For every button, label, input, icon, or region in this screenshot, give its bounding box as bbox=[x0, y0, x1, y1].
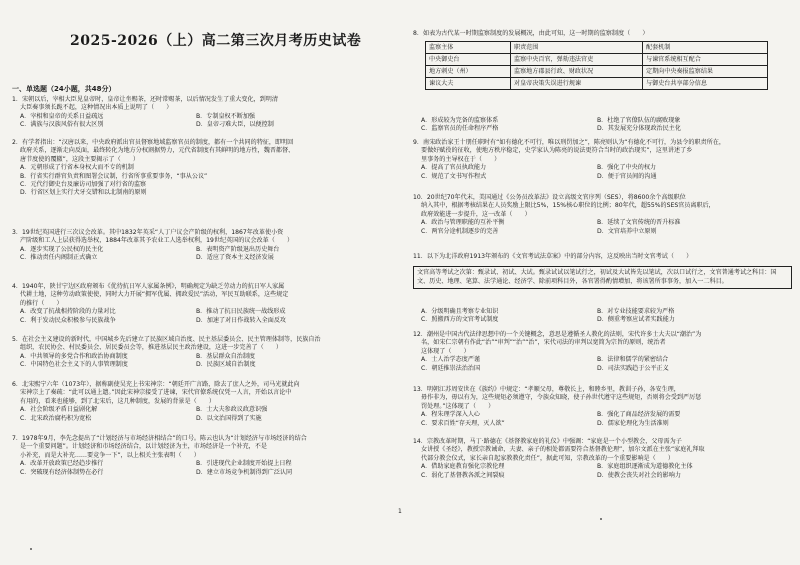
question-14 bbox=[413, 438, 705, 480]
option-d: D．行省区划上实行犬牙交错和以北制南的原则 bbox=[20, 189, 147, 197]
question-stem-line: 有用的，看来也能够，到了北宋后，这几种制度，发展的背景是（ ） bbox=[20, 397, 215, 405]
question-stem-line: 4．1940年，陕甘宁边区政府颁布《优待抗日军人家属条例》，明确规定为缺乏劳动力的抗日军人家属 bbox=[12, 283, 285, 290]
option-a: A．改变了抗战相持阶段的力量对比 bbox=[20, 308, 116, 316]
option-c: C．中国特色社会主义下的人事管理制度 bbox=[20, 361, 128, 369]
speck-mark bbox=[30, 548, 32, 550]
option-c: C．弱化了基督教各派之间裂痕 bbox=[421, 471, 505, 479]
question-stem-line: 小补充，而是大补充……要竞争一下”，以上相关主张表明（ ） bbox=[20, 451, 200, 459]
option-d: D．皇帝刁难大臣，以便控制 bbox=[196, 121, 274, 129]
question-stem-line: 5．在社会主义建设的新时代，中国城乡先后建立了民族区域自治度、民主基层委员会、民主管理体制等，民族自治 bbox=[12, 336, 321, 343]
question-11-stem bbox=[413, 253, 692, 261]
question-stem-line: 1．宋朝以后，宰相大臣见皇帝时，皇帝让坐赐茶，还时常赐茶，以后情况发生了重大变化，到明清 bbox=[12, 96, 278, 103]
table-cell: 中央御史台 bbox=[426, 54, 511, 66]
option-a: A．提高了官员执政能力 bbox=[421, 164, 487, 172]
option-c: C．满族与汉族风俗有很大区别 bbox=[20, 121, 104, 129]
option-b: B．行省实行群官负责和图署会议制，行省所事重要事务，“事从公议” bbox=[20, 172, 208, 180]
option-a: A．元朝形成了行省本身权大而不专的机制 bbox=[20, 164, 134, 172]
supervision-table bbox=[425, 41, 768, 90]
option-b: B．专制皇权不断加强 bbox=[196, 112, 256, 120]
option-c: C．监察官员的任命程序严格 bbox=[421, 125, 499, 133]
option-d: D．以文治国得到了实施 bbox=[196, 414, 262, 422]
option-a: A．宰相和皇帝的关系日益疏远 bbox=[20, 112, 104, 120]
option-a: A．中共领导的多党合作和政治协商制度 bbox=[20, 352, 128, 360]
option-a: A．分级明确且考察专业知识 bbox=[421, 308, 499, 315]
option-c: C．突破现有经济体制势在必行 bbox=[20, 468, 104, 476]
question-2 bbox=[12, 139, 294, 198]
option-c: C．利于发动民众积极参与民族战争 bbox=[20, 316, 116, 324]
option-a: A．逐步实现了公民权的民主化 bbox=[20, 245, 104, 253]
table-row bbox=[426, 66, 768, 78]
option-d: D．民族区域自治制度 bbox=[196, 361, 256, 369]
speck-mark bbox=[600, 518, 602, 520]
option-b: B．家庭组织逐渐成为道德教化主体 bbox=[597, 463, 693, 471]
table-cell: 监察中央百官，弹劾违法官吏 bbox=[511, 54, 643, 66]
option-d: D．使教会丧失对社会的影响力 bbox=[597, 471, 681, 479]
table-cell: 与御史台共享部分信息 bbox=[643, 78, 768, 90]
question-stem-line: 11．以下为北洋政府1913年颁布的《文官考试法草案》中的部分内容，这反映出当时文官考试（ ） bbox=[413, 253, 693, 260]
question-1 bbox=[12, 96, 278, 130]
question-stem-line: 政府效能进一步提升，这一改革（ ） bbox=[421, 210, 531, 218]
option-d: D．建立市场竞争机制得到广泛认同 bbox=[196, 468, 293, 476]
question-9 bbox=[413, 139, 725, 181]
option-d: D．文官培养中立原则 bbox=[597, 227, 657, 235]
table-row bbox=[426, 54, 768, 66]
question-stem-line: 代部分教会仪式，家长亲自起家教教化责任”，据此可知，宗教改革的一个重要影响是（ ） bbox=[421, 454, 675, 462]
question-stem-line: 要做好赋役的征收，使地方秩序稳定，史学家认为陈亮的说法更符合当时的政治现实”，这里讲述了乡 bbox=[421, 147, 693, 155]
question-stem-line: 13．明朝江苏周安世在《族约》中规定：“孝顺父母，尊敬长上，和睦乡里，教训子孙，各安生理， bbox=[413, 386, 680, 393]
option-b: B．对专业技能要求较为严格 bbox=[597, 308, 675, 315]
table-header-cell: 配套机制 bbox=[643, 42, 768, 54]
option-c: C．朝廷推崇法治治国 bbox=[421, 364, 481, 372]
question-stem-line: 6．北宋熙宁六年（1073年），据称副使吴充上书宋神宗：“朝廷开广言路，除去了庶人之外，司马光就此向 bbox=[12, 381, 300, 388]
question-11-options bbox=[413, 308, 675, 325]
option-d: D．其发展充分体现政治民主化 bbox=[597, 125, 681, 133]
question-stem-line: 8．如表为古代某一时期监察制度的发展概况，由此可知，这一时期的监察制度（ ） bbox=[413, 30, 649, 37]
option-b: B．强化了中央的权力 bbox=[597, 164, 657, 172]
option-d: D．侧重考察应试者实践能力 bbox=[597, 316, 675, 324]
option-c: C．规范了文书写作程式 bbox=[421, 172, 487, 180]
table-cell: 谏议大夫 bbox=[426, 78, 511, 90]
question-5 bbox=[12, 336, 321, 370]
question-stem-line: 唐节度使的覆辙”，这段主要揭示了（ ） bbox=[20, 155, 139, 163]
option-d: D．适应了资本主义经济发展 bbox=[196, 254, 274, 262]
question-stem-line: 2．有学者指出：“汉唐以来，中央政府派出官员督察地域监察官员的制度，都有一个共同的特征，即明回 bbox=[12, 139, 294, 146]
option-d: D．儒家伦理化为生活准则 bbox=[597, 419, 669, 427]
option-c: C．照搬西方的文官考试制度 bbox=[421, 316, 499, 324]
option-a: A．形成较为完备的监察体系 bbox=[421, 117, 499, 124]
option-b: B．强化了商品经济发展的需要 bbox=[597, 411, 681, 419]
question-8-stem bbox=[413, 30, 648, 38]
question-stem-line: 9．南宋政治家王十朋任职时有“如有德化不可行，唯以刑罚加之”，陈亮则认为“有德化不可行，为县令的职责所在， bbox=[413, 139, 725, 146]
table-cell: 与谏官系统相互配合 bbox=[643, 54, 768, 66]
question-7 bbox=[12, 435, 307, 477]
table-header-cell: 监察主体 bbox=[426, 42, 511, 54]
table-cell: 监察地方郡县行政、财政状况 bbox=[511, 66, 643, 78]
question-stem-line: 政府关系，逐渐走向反面，最终转化为地方分权割据势力，元代省制度有其鲜明的地方性，魏晋都督、 bbox=[20, 147, 295, 155]
table-header-row bbox=[426, 42, 768, 54]
question-stem-line: 的推行（ ） bbox=[20, 299, 63, 307]
question-stem-line: 是一个重要问题”。计划经济和市场经济结合，以计划经济为主，市场经济是一个补充，不是 bbox=[20, 443, 267, 451]
question-stem-line: 3．19世纪英国进行三次议会改革。其中1832年英采“人丁户议会产阶级的权利，1867年改革使小资 bbox=[12, 229, 284, 236]
option-b: B．士大夫参政议政意识强 bbox=[196, 406, 268, 414]
question-stem-line: 女讲授《圣经》，教授宗教诫命，夫妻、亲子的相处都需要符合基督教伦理”，加尔文派在主张“家庭礼拜取 bbox=[421, 446, 705, 454]
option-c: C．北宋政治腐朽积为宽松 bbox=[20, 414, 92, 422]
table-row bbox=[426, 78, 768, 90]
option-b: B．法律和儒学的紧密结合 bbox=[597, 356, 669, 364]
option-d: D．便于官员间的沟通 bbox=[597, 172, 657, 180]
table-cell: 对皇帝决策失误进行规谏 bbox=[511, 78, 643, 90]
option-c: C．推动责任内阁制正式确立 bbox=[20, 254, 98, 262]
question-stem-line: 纳入其中，根据考核结果在人员奖励上限比5%，15%核心职位的比例；80年代，超55%的SES官员离职后， bbox=[421, 202, 715, 210]
option-c: C．元代行御史台及廉访司加强了对行省的监察 bbox=[20, 181, 147, 189]
table-cell: 定期向中央奏报监察结果 bbox=[643, 66, 768, 78]
option-b: B．引进现代企业制度开始提上日程 bbox=[196, 460, 292, 468]
option-b: B．推动了抗日民族统一战线形成 bbox=[196, 308, 286, 316]
question-stem-line: 7．1978年9月，李先念提出了“计划经济与市场经济相结合”的口号。陈云也认为“计划经济与市场经济的结合 bbox=[12, 435, 307, 442]
question-stem-line: 大臣奏事须长跪不起，这种情况出本质上说明了（ ） bbox=[20, 104, 173, 112]
question-stem-line: 12．潮州是中国古代法律思想中的一个关键概念，意思是遵循圣人教化的法则，宋代许多士大夫以“潮治”为 bbox=[413, 331, 702, 338]
option-b: B．延续了文官传统的晋升标准 bbox=[597, 219, 681, 227]
option-a: A．改革开放政策已经趋步推行 bbox=[20, 460, 104, 468]
question-stem-line: 里事务的主导权在于（ ） bbox=[421, 155, 501, 163]
civil-service-exam-excerpt: 文官高等考试之次第：甄录试、初试、大试。甄录试试以笔试行之，初试及大试皆先以笔试，次以口试行之，文官普通考试之科目：国文、历史、地理、笔算、法学通论、经济学、除前项科目外，各官署得酌情增加，将该署所事事务，加入一二科目。 bbox=[413, 266, 792, 289]
question-stem-line: 组织，农民协会、村民委员会、居民委员会等，推进基层民主政治建设，这进一步完善了（ ） bbox=[20, 344, 283, 352]
page-number: 1 bbox=[398, 508, 402, 515]
question-stem-line: 这体现了（ ） bbox=[421, 347, 470, 355]
table-header-cell: 职责范围 bbox=[511, 42, 643, 54]
option-d: D．加速了对日作战转入全面反攻 bbox=[196, 316, 287, 324]
option-a: A．借助家庭教育强化宗教伦理 bbox=[421, 463, 505, 471]
option-b: B．杜绝了官僚队伍的腐败现象 bbox=[597, 117, 681, 124]
option-d: D．司法实践趋于公平正义 bbox=[597, 364, 669, 372]
question-10 bbox=[413, 194, 715, 236]
question-stem-line: 毋作非为，毋以有为，这些规矩必须遵守，令族众知晓，使子孙世代遵守这些规矩，否则将会受到严厉惩 bbox=[421, 394, 702, 402]
question-stem-line: 名，如宋仁宗朝有作此“治”“审判”“治”“治”，宋代司法的审判以宽简为宗旨的原则，统治者 bbox=[421, 339, 666, 347]
option-a: A．社会阶级矛盾日益剧化解 bbox=[20, 406, 98, 414]
option-c: C．两官分途机制逐步的完善 bbox=[421, 227, 499, 235]
question-stem-line: 代耕土地，这种劳动政策使使，同时大力开展“拥军优属、拥政爱民”活动，军民互助联系，这些规定 bbox=[20, 291, 289, 299]
section-heading: 一、单选题（24小题，共48分） bbox=[12, 85, 116, 93]
question-12 bbox=[413, 331, 701, 373]
question-8-options bbox=[413, 117, 681, 134]
question-3 bbox=[12, 229, 293, 263]
option-a: A．程朱理学深入人心 bbox=[421, 411, 481, 419]
question-stem-line: 罚处理。”这体现了（ ） bbox=[421, 402, 495, 410]
option-a: A．政治与管理职能的互补平衡 bbox=[421, 219, 505, 227]
table-cell: 地方刺史（州） bbox=[426, 66, 511, 78]
question-stem-line: 产阶级和工人上层获得选举权，1884年改革其予农业工人选举权利，19世纪英国的议会改革（ ） bbox=[20, 237, 294, 245]
question-stem-line: 14．宗教改革时期，马丁·路德在《基督教家庭的礼仪》中强调：“家庭是一个小型教会，父母需为子 bbox=[413, 438, 682, 445]
question-6 bbox=[12, 381, 300, 423]
question-13 bbox=[413, 386, 701, 428]
option-c: C．要求百姓“存天理，灭人欲” bbox=[421, 419, 505, 427]
option-b: B．基层群众自治制度 bbox=[196, 352, 256, 360]
option-b: B．表明资产阶级退出历史舞台 bbox=[196, 245, 280, 253]
question-stem-line: 10．20世纪70年代末，美国通过《公务员改革法》设立高级文官序列（SES），将8600余个高级职位 bbox=[413, 194, 686, 201]
question-4 bbox=[12, 283, 288, 325]
exam-title: 2025-2026（上）高二第三次月考历史试卷 bbox=[70, 33, 362, 49]
option-a: A．士人治学态度严谨 bbox=[421, 356, 481, 364]
question-stem-line: 宋神宗上了奏疏：“此可以通上遗。”因此宋神宗接受了进谏，宋代官僚系统仅凭一人言，开始以言论中 bbox=[20, 389, 292, 397]
